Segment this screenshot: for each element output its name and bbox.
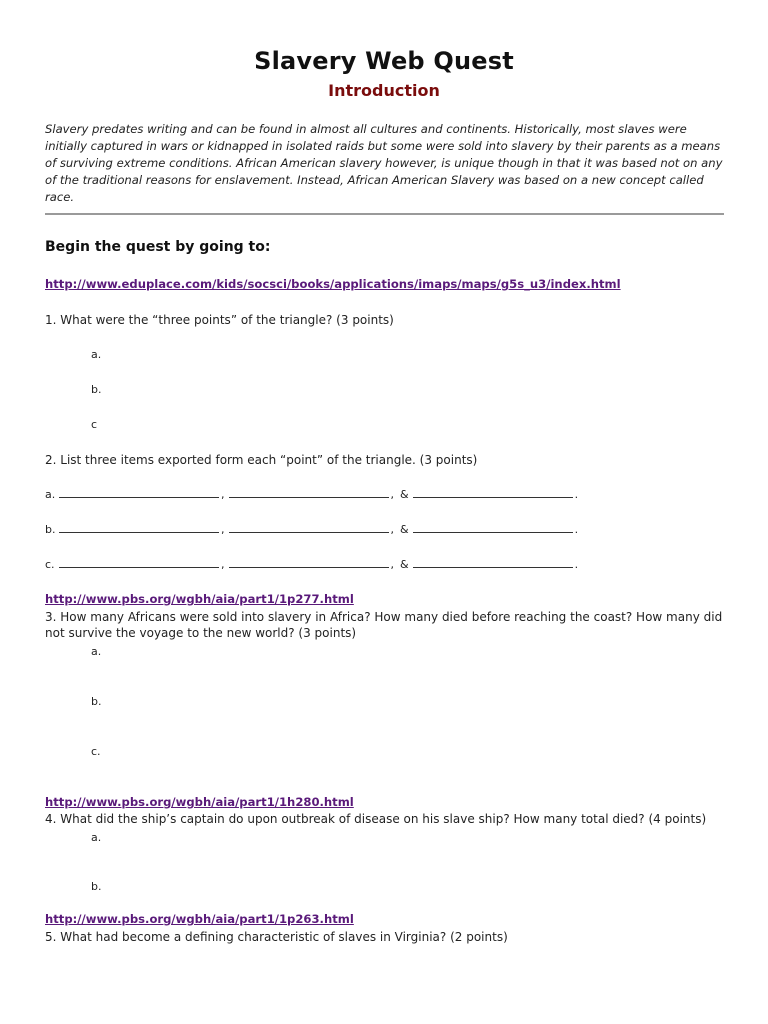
comma: , (390, 488, 394, 501)
q3-option-a: a. (91, 645, 102, 658)
q2-row-a-label: a. (45, 488, 56, 501)
q1-option-b: b. (91, 383, 102, 396)
comma: , (390, 558, 394, 571)
question-1: 1. What were the “three points” of the triangle? (3 points) (45, 313, 394, 327)
link-pbs-1p277[interactable]: http://www.pbs.org/wgbh/aia/part1/1p277.html (45, 592, 354, 606)
page-title: Slavery Web Quest (254, 47, 514, 75)
comma: , (221, 488, 225, 501)
link-pbs-1p263[interactable]: http://www.pbs.org/wgbh/aia/part1/1p263.html (45, 912, 354, 926)
period: . (574, 488, 579, 501)
q2-row-b-label: b. (45, 523, 56, 536)
question-5: 5. What had become a defining characteristic of slaves in Virginia? (2 points) (45, 930, 508, 944)
ampersand: & (400, 488, 409, 501)
q2-row-c (45, 557, 582, 571)
q2-c-blank-3[interactable] (413, 557, 573, 568)
q1-option-c: c (91, 418, 98, 431)
comma: , (390, 523, 394, 536)
section-subtitle: Introduction (328, 81, 440, 100)
q2-a-blank-2[interactable] (229, 487, 389, 498)
q3-option-b: b. (91, 695, 102, 708)
q1-option-a: a. (91, 348, 102, 361)
q2-row-b (45, 522, 582, 536)
intro-paragraph: Slavery predates writing and can be found in almost all cultures and continents. Historically, most slaves were initially captured in wars or kidnapped in isolated raids but some were sold into slavery by their parents as a means of surviving extreme conditions. African American slavery however, is unique though in that it was based not on any of the traditional reasons for enslavement. Instead, African American Slavery was based on a new concept called race. (45, 122, 723, 204)
q2-row-c-label: c. (45, 558, 55, 571)
q2-b-blank-2[interactable] (229, 522, 389, 533)
q2-b-blank-1[interactable] (59, 522, 219, 533)
period: . (574, 523, 579, 536)
link-pbs-1h280[interactable]: http://www.pbs.org/wgbh/aia/part1/1h280.html (45, 795, 354, 809)
q2-a-blank-1[interactable] (59, 487, 219, 498)
q4-option-a: a. (91, 831, 102, 844)
q2-c-blank-1[interactable] (59, 557, 219, 568)
comma: , (221, 523, 225, 536)
question-3: 3. How many Africans were sold into slavery in Africa? How many died before reaching the coast? How many did not survive the voyage to the new world? (3 points) (45, 610, 723, 640)
ampersand: & (400, 523, 409, 536)
link-eduplace[interactable]: http://www.eduplace.com/kids/socsci/books/applications/imaps/maps/g5s_u3/index.html (45, 277, 621, 291)
q4-option-b: b. (91, 880, 102, 893)
q2-b-blank-3[interactable] (413, 522, 573, 533)
question-4: 4. What did the ship’s captain do upon outbreak of disease on his slave ship? How many total died? (4 points) (45, 812, 707, 826)
ampersand: & (400, 558, 409, 571)
begin-heading: Begin the quest by going to: (45, 239, 271, 255)
q2-a-blank-3[interactable] (413, 487, 573, 498)
comma: , (221, 558, 225, 571)
q3-option-c: c. (91, 745, 101, 758)
q2-row-a (45, 487, 582, 501)
period: . (574, 558, 579, 571)
question-2: 2. List three items exported form each “point” of the triangle. (3 points) (45, 453, 478, 467)
divider (45, 213, 724, 215)
q2-c-blank-2[interactable] (229, 557, 389, 568)
